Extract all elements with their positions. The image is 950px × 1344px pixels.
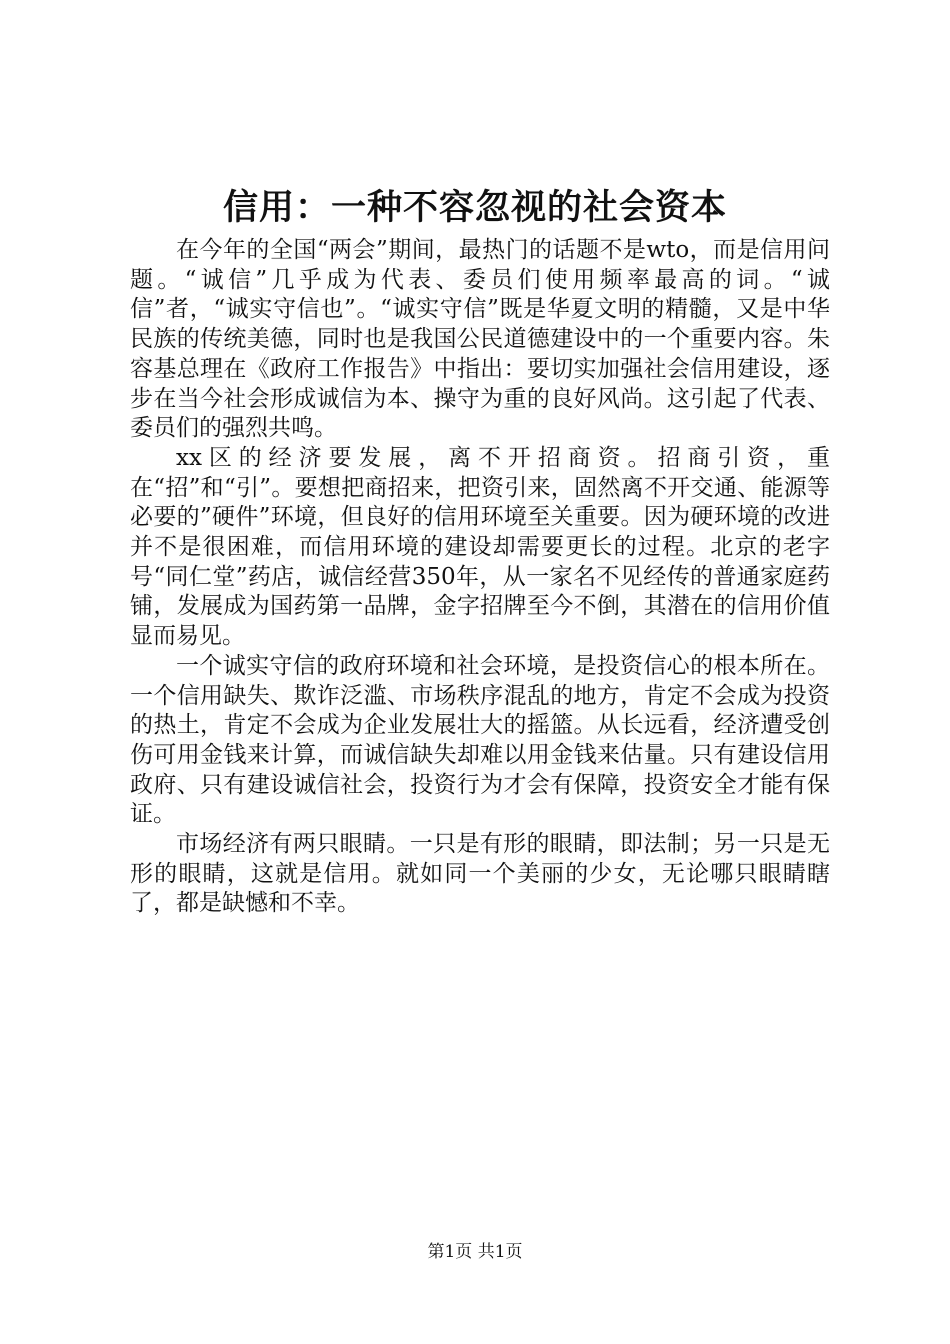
paragraph: 在今年的全国“两会”期间，最热门的话题不是wto，而是信用问题。“诚信”几乎成为代表、委员们使用频率最高的词。“诚信”者，“诚实守信也”。“诚实守信”既是华夏文明的精髓，又是中华民族的传统美德，同时也是我国公民道德建设中的一个重要内容。朱容基总理在《政府工作报告》中指出：要切实加强社会信用建设，逐步在当今社会形成诚信为本、操守为重的良好风尚。这引起了代表、委员们的强烈共鸣。 [130, 237, 830, 442]
paragraph: 市场经济有两只眼睛。一只是有形的眼睛，即法制；另一只是无形的眼睛，这就是信用。就如同一个美丽的少女，无论哪只眼睛瞎了，都是缺憾和不幸。 [130, 831, 830, 917]
document-body [130, 236, 830, 919]
paragraph: 一个诚实守信的政府环境和社会环境，是投资信心的根本所在。一个信用缺失、欺诈泛滥、市场秩序混乱的地方，肯定不会成为投资的热土，肯定不会成为企业发展壮大的摇篮。从长远看，经济遭受创伤可用金钱来计算，而诚信缺失却难以用金钱来估量。只有建设信用政府、只有建设诚信社会，投资行为才会有保障，投资安全才能有保证。 [130, 652, 830, 828]
paragraph: xx区的经济要发展，离不开招商资。招商引资，重在“招”和“引”。要想把商招来，把资引来，固然离不开交通、能源等必要的”硬件”环境，但良好的信用环境至关重要。因为硬环境的改进并不是很困难，而信用环境的建设却需要更长的过程。北京的老字号“同仁堂”药店，诚信经营350年，从一家名不见经传的普通家庭药铺，发展成为国药第一品牌，金字招牌至今不倒，其潜在的信用价值显而易见。 [130, 444, 830, 650]
document-title: 信用：一种不容忽视的社会资本 [222, 188, 727, 228]
page-number-footer: 第1页 共1页 [427, 1242, 523, 1262]
